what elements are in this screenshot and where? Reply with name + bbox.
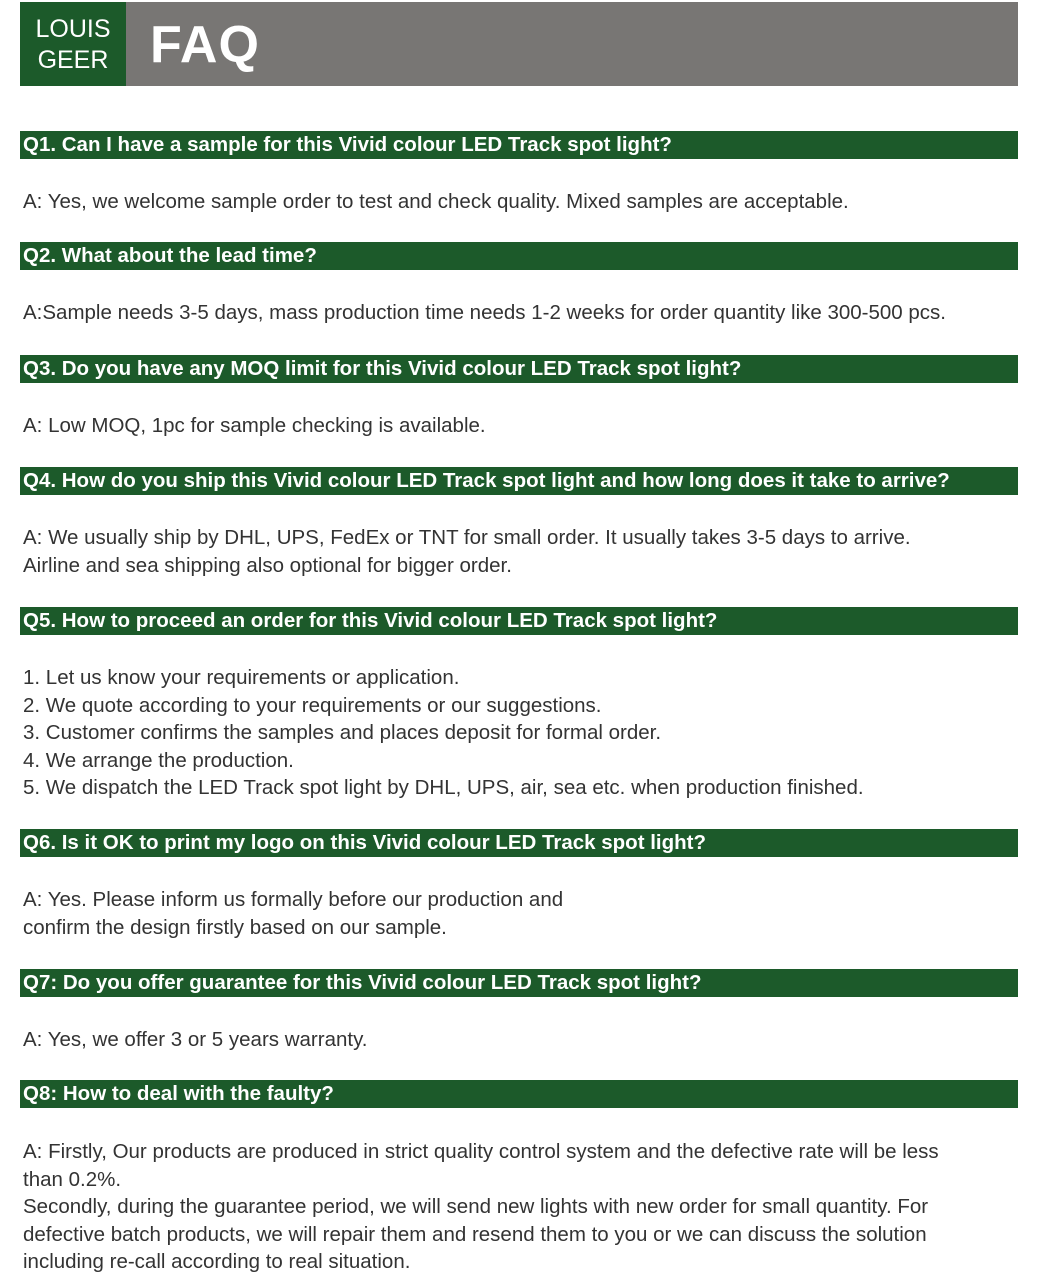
faq-header: [20, 2, 1018, 86]
answer-line: A: Low MOQ, 1pc for sample checking is available.: [23, 414, 486, 437]
page-title: FAQ: [150, 16, 260, 74]
logo-line-1: LOUIS: [35, 15, 111, 43]
faq-answer-8: [23, 1138, 1023, 1276]
faq-answer-6: [23, 886, 1023, 941]
brand-logo: [20, 2, 126, 86]
logo-line-2: GEER: [37, 46, 109, 74]
answer-line: A:Sample needs 3-5 days, mass production time needs 1-2 weeks for order quantity like 300-500 pcs.: [23, 301, 946, 324]
answer-line: than 0.2%.: [23, 1167, 122, 1191]
faq-question-1: Q1. Can I have a sample for this Vivid colour LED Track spot light?: [20, 131, 1018, 159]
faq-answer-2: [23, 299, 1023, 327]
faq-answer-7: [23, 1026, 1023, 1054]
answer-line: 4. We arrange the production.: [23, 748, 294, 772]
answer-line: Airline and sea shipping also optional for bigger order.: [23, 553, 512, 577]
answer-line: confirm the design firstly based on our sample.: [23, 915, 447, 939]
answer-line: 3. Customer confirms the samples and places deposit for formal order.: [23, 721, 662, 744]
faq-question-2: Q2. What about the lead time?: [20, 242, 1018, 270]
answer-line: A: Yes. Please inform us formally before our production and: [23, 888, 564, 911]
answer-line: 5. We dispatch the LED Track spot light by DHL, UPS, air, sea etc. when production finished.: [23, 776, 864, 799]
faq-question-7: Q7: Do you offer guarantee for this Vivid colour LED Track spot light?: [20, 969, 1018, 997]
faq-answer-3: [23, 412, 1023, 440]
faq-question-3: Q3. Do you have any MOQ limit for this Vivid colour LED Track spot light?: [20, 355, 1018, 383]
answer-line: 1. Let us know your requirements or application.: [23, 666, 460, 689]
faq-question-5: Q5. How to proceed an order for this Vivid colour LED Track spot light?: [20, 607, 1018, 635]
answer-line: 2. We quote according to your requirements or our suggestions.: [23, 693, 602, 717]
answer-line: Secondly, during the guarantee period, we will send new lights with new order for small quantity. For: [23, 1195, 929, 1218]
answer-line: A: Yes, we welcome sample order to test and check quality. Mixed samples are acceptable.: [23, 190, 849, 213]
faq-question-6: Q6. Is it OK to print my logo on this Vivid colour LED Track spot light?: [20, 829, 1018, 857]
answer-line: including re-call according to real situation.: [23, 1250, 411, 1273]
faq-question-8: Q8: How to deal with the faulty?: [20, 1080, 1018, 1108]
faq-answer-4: [23, 524, 1023, 579]
answer-line: A: Yes, we offer 3 or 5 years warranty.: [23, 1028, 368, 1051]
faq-question-4: Q4. How do you ship this Vivid colour LED Track spot light and how long does it take to arrive?: [20, 467, 1018, 495]
answer-line: defective batch products, we will repair them and resend them to you or we can discuss the solution: [23, 1222, 927, 1246]
faq-answer-5: [23, 664, 1023, 802]
answer-line: A: We usually ship by DHL, UPS, FedEx or TNT for small order. It usually takes 3-5 days to arrive.: [23, 526, 911, 549]
faq-answer-1: [23, 188, 1023, 216]
answer-line: A: Firstly, Our products are produced in strict quality control system and the defective rate will be less: [23, 1140, 939, 1163]
